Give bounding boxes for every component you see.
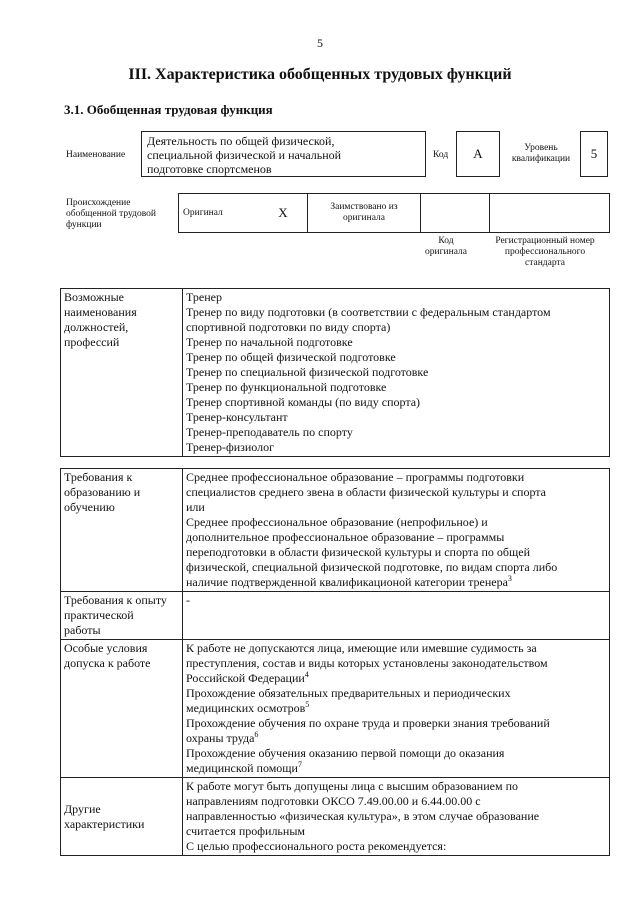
footnote-marker: 6 <box>254 730 259 739</box>
original-label: Оригинал <box>179 194 260 233</box>
positions-list <box>183 289 610 457</box>
function-name-box <box>141 131 426 177</box>
text-line: Прохождение обязательных предварительных и периодических <box>186 686 511 700</box>
text-line: считается профильным <box>186 824 305 838</box>
qualification-level-value: 5 <box>580 131 608 177</box>
list-item: Тренер по виду подготовки (в соответствии с федеральным стандартом <box>186 305 551 319</box>
origin-label-line: обобщенной трудовой <box>66 209 156 219</box>
footnote-marker: 3 <box>507 574 512 583</box>
borrowed-label <box>308 194 421 233</box>
subsection-title: 3.1. Обобщенная трудовая функция <box>64 102 273 117</box>
requirements-table <box>60 468 610 856</box>
label-line: характеристики <box>64 816 145 831</box>
label-line: Требования к опыту <box>64 593 167 607</box>
text-line: Среднее профессиональное образование (непрофильное) и <box>186 515 488 529</box>
table-row <box>61 592 610 640</box>
borrowed-line: оригинала <box>343 213 385 223</box>
label-line: Требования к <box>64 470 133 484</box>
text-line: преступления, состав и виды которых установлены законодательством <box>186 656 548 670</box>
label-line: работы <box>64 623 101 637</box>
caption-line: профессионального <box>504 247 586 257</box>
label-line: Другие <box>64 801 101 816</box>
list-item: Тренер-преподаватель по спорту <box>186 425 353 439</box>
code-label: Код <box>433 150 449 160</box>
original-mark: Х <box>259 194 308 233</box>
origin-label-line: функции <box>66 220 102 230</box>
caption-line: стандарта <box>525 258 565 268</box>
origin-label <box>66 198 176 231</box>
original-code-cell <box>421 194 490 233</box>
text-line: направленностью «физическая культура», в этом случае образование <box>186 809 540 823</box>
label-line: Особые условия <box>64 641 148 655</box>
caption-line: Регистрационный номер <box>495 236 595 246</box>
list-item: спортивной подготовки по виду спорта) <box>186 320 391 334</box>
education-label <box>61 469 183 592</box>
function-name-line: подготовке спортсменов <box>147 162 272 176</box>
label-line: практической <box>64 608 134 622</box>
label-line: профессий <box>64 335 120 349</box>
text-line: физической, специальной физической подготовке, по видам спорта либо <box>186 560 558 574</box>
text-line: Среднее профессиональное образование – программы подготовки <box>186 470 525 484</box>
table-row <box>61 640 610 778</box>
text-line <box>186 575 606 590</box>
page-number: 5 <box>317 36 323 50</box>
original-code-caption <box>416 236 476 258</box>
experience-label <box>61 592 183 640</box>
text-fragment: Российской Федерации <box>186 671 305 685</box>
origin-label-line: Происхождение <box>66 198 131 208</box>
footnote-marker: 5 <box>305 700 310 709</box>
other-characteristics-label <box>61 778 183 856</box>
list-item: Тренер по специальной физической подготовке <box>186 365 429 379</box>
registration-number-caption <box>480 236 610 269</box>
other-characteristics-text <box>183 778 610 856</box>
text-fragment: охраны труда <box>186 731 255 745</box>
list-item: Тренер <box>186 290 222 304</box>
text-line: Прохождение обучения оказанию первой помощи до оказания <box>186 746 505 760</box>
text-line: или <box>186 500 205 514</box>
experience-value: - <box>183 592 610 640</box>
text-line: специалистов среднего звена в области физической культуры и спорта <box>186 485 546 499</box>
function-name-line: специальной физической и начальной <box>147 148 342 162</box>
label-line: Возможные <box>64 290 124 304</box>
text-line <box>186 761 606 776</box>
positions-table <box>60 288 610 457</box>
text-line: С целью профессионального роста рекомендуется: <box>186 839 447 853</box>
function-name-line: Деятельность по общей физической, <box>147 134 335 148</box>
name-label: Наименование <box>66 150 126 160</box>
list-item: Тренер по общей физической подготовке <box>186 350 396 364</box>
text-line: Прохождение обучения по охране труда и проверки знания требований <box>186 716 550 730</box>
list-item: Тренер по начальной подготовке <box>186 335 353 349</box>
label-line: образованию и <box>64 485 141 499</box>
list-item: Тренер-физиолог <box>186 440 275 454</box>
text-line: направлениям подготовки ОКСО 7.49.00.00 и 6.44.00.00 с <box>186 794 481 808</box>
label-line: обучению <box>64 500 115 514</box>
registration-number-cell <box>490 194 610 233</box>
table-row <box>61 778 610 856</box>
special-conditions-text <box>183 640 610 778</box>
borrowed-line: Заимствовано из <box>330 202 398 212</box>
qualification-level-label <box>505 143 577 165</box>
list-item: Тренер-консультант <box>186 410 288 424</box>
text-fragment: наличие подтвержденной квалификационой категории тренера <box>186 575 508 589</box>
table-row <box>61 469 610 592</box>
label-line: допуска к работе <box>64 656 151 670</box>
text-line: переподготовки в области физической культуры и спорта по общей <box>186 545 531 559</box>
label-line: наименования <box>64 305 137 319</box>
special-conditions-label <box>61 640 183 778</box>
label-line: должностей, <box>64 320 129 334</box>
text-line <box>186 701 606 716</box>
education-text <box>183 469 610 592</box>
section-title: III. Характеристика обобщенных трудовых функций <box>128 66 512 83</box>
text-fragment: медицинских осмотров <box>186 701 306 715</box>
positions-label <box>61 289 183 457</box>
text-fragment: медицинской помощи <box>186 761 298 775</box>
list-item: Тренер спортивной команды (по виду спорта) <box>186 395 421 409</box>
code-value: А <box>456 131 500 177</box>
text-line <box>186 731 606 746</box>
level-label-line: квалификации <box>511 154 571 164</box>
list-item: Тренер по функциональной подготовке <box>186 380 387 394</box>
level-label-line: Уровень <box>524 143 558 153</box>
text-line: К работе могут быть допущены лица с высшим образованием по <box>186 779 518 793</box>
text-line <box>186 671 606 686</box>
text-line: дополнительное профессиональное образование – программы <box>186 530 505 544</box>
text-line: К работе не допускаются лица, имеющие или имевшие судимость за <box>186 641 537 655</box>
origin-table <box>178 193 610 233</box>
caption-line: Код <box>438 236 454 246</box>
caption-line: оригинала <box>425 247 467 257</box>
table-row <box>61 289 610 457</box>
footnote-marker: 4 <box>304 670 309 679</box>
footnote-marker: 7 <box>297 760 302 769</box>
